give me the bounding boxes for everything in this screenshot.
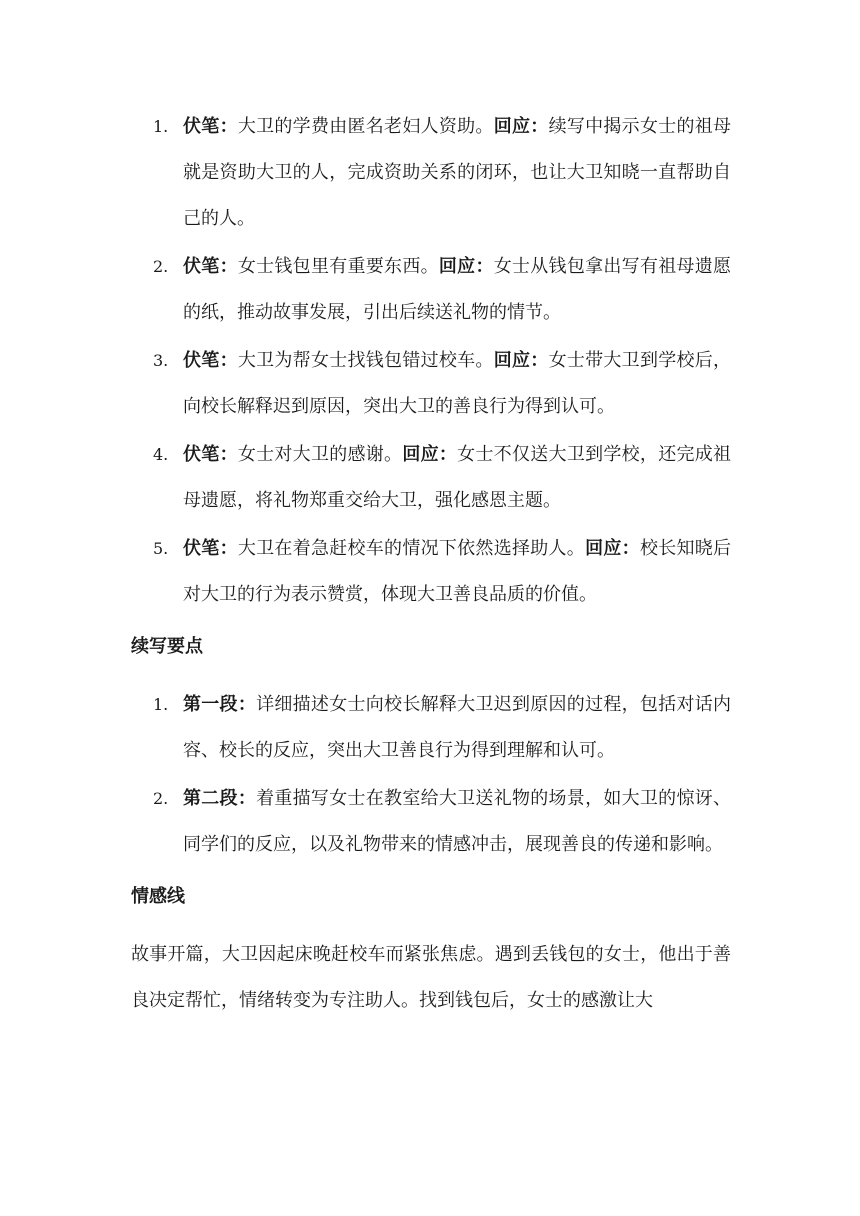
- foreshadow-item-2: 2. 伏笔：女士钱包里有重要东西。回应：女士从钱包拿出写有祖母遗愿的纸，推动故事发展，引出后续送礼物的情节。: [131, 244, 731, 336]
- emotion-paragraph: 故事开篇，大卫因起床晚赶校车而紧张焦虑。遇到丢钱包的女士，他出于善良决定帮忙，情绪转变为专注助人。找到钱包后，女士的感激让大: [131, 944, 731, 1011]
- foreshadow-label: 伏笔: [183, 116, 220, 137]
- foreshadow-label: 伏笔: [183, 538, 220, 559]
- point-label: 第二段: [183, 788, 238, 809]
- foreshadow-text: 女士对大卫的感谢。: [237, 444, 403, 465]
- foreshadow-text: 大卫为帮女士找钱包错过校车。: [237, 350, 494, 371]
- response-text: 续写中揭示女士的祖母就是资助大卫的人，完成资助关系的闭环，也让大卫知晓一直帮助自己的人。: [183, 116, 732, 229]
- foreshadow-item-4: 4. 伏笔：女士对大卫的感谢。回应：女士不仅送大卫到学校，还完成祖母遗愿，将礼物郑重交给大卫，强化感恩主题。: [131, 432, 731, 524]
- point-label: 第一段: [183, 694, 238, 715]
- list-number: 2.: [153, 257, 169, 276]
- foreshadow-label: 伏笔: [183, 256, 220, 277]
- writing-point-2: 2. 第二段：着重描写女士在教室给大卫送礼物的场景，如大卫的惊讶、同学们的反应，以及礼物带来的情感冲击，展现善良的传递和影响。: [131, 776, 731, 868]
- document-page: [131, 104, 731, 1024]
- point-text: 着重描写女士在教室给大卫送礼物的场景，如大卫的惊讶、同学们的反应，以及礼物带来的情感冲击，展现善良的传递和影响。: [183, 788, 732, 855]
- response-label: 回应: [493, 116, 531, 137]
- list-number: 2.: [153, 789, 169, 808]
- foreshadow-text: 大卫在着急赶校车的情况下依然选择助人。: [237, 538, 586, 559]
- response-text: 女士不仅送大卫到学校，还完成祖母遗愿，将礼物郑重交给大卫，强化感恩主题。: [183, 444, 732, 511]
- section-heading-emotion-line: 情感线: [131, 886, 185, 907]
- section-heading-writing-points: 续写要点: [131, 636, 203, 657]
- list-number: 1.: [153, 117, 169, 136]
- foreshadow-list: [131, 104, 731, 618]
- foreshadow-item-3: 3. 伏笔：大卫为帮女士找钱包错过校车。回应：女士带大卫到学校后，向校长解释迟到原因，突出大卫的善良行为得到认可。: [131, 338, 731, 430]
- point-text: 详细描述女士向校长解释大卫迟到原因的过程，包括对话内容、校长的反应，突出大卫善良行为得到理解和认可。: [183, 694, 732, 761]
- response-text: 校长知晓后对大卫的行为表示赞赏，体现大卫善良品质的价值。: [183, 538, 732, 605]
- response-text: 女士带大卫到学校后，向校长解释迟到原因，突出大卫的善良行为得到认可。: [183, 350, 732, 417]
- list-number: 5.: [153, 539, 169, 558]
- list-number: 3.: [153, 351, 169, 370]
- writing-points-list: [131, 682, 731, 868]
- response-label: 回应: [438, 256, 476, 277]
- response-label: 回应: [493, 350, 531, 371]
- list-number: 1.: [153, 695, 169, 714]
- foreshadow-text: 大卫的学费由匿名老妇人资助。: [237, 116, 494, 137]
- list-number: 4.: [153, 445, 169, 464]
- foreshadow-text: 女士钱包里有重要东西。: [237, 256, 439, 277]
- response-label: 回应: [402, 444, 439, 465]
- foreshadow-item-5: 5. 伏笔：大卫在着急赶校车的情况下依然选择助人。回应：校长知晓后对大卫的行为表示赞赏，体现大卫善良品质的价值。: [131, 526, 731, 618]
- foreshadow-label: 伏笔: [183, 350, 220, 371]
- response-text: 女士从钱包拿出写有祖母遗愿的纸，推动故事发展，引出后续送礼物的情节。: [183, 256, 732, 323]
- response-label: 回应: [585, 538, 622, 559]
- foreshadow-label: 伏笔: [183, 444, 220, 465]
- writing-point-1: 1. 第一段：详细描述女士向校长解释大卫迟到原因的过程，包括对话内容、校长的反应，突出大卫善良行为得到理解和认可。: [131, 682, 731, 774]
- foreshadow-item-1: 1. 伏笔：大卫的学费由匿名老妇人资助。回应：续写中揭示女士的祖母就是资助大卫的人，完成资助关系的闭环，也让大卫知晓一直帮助自己的人。: [131, 104, 731, 242]
